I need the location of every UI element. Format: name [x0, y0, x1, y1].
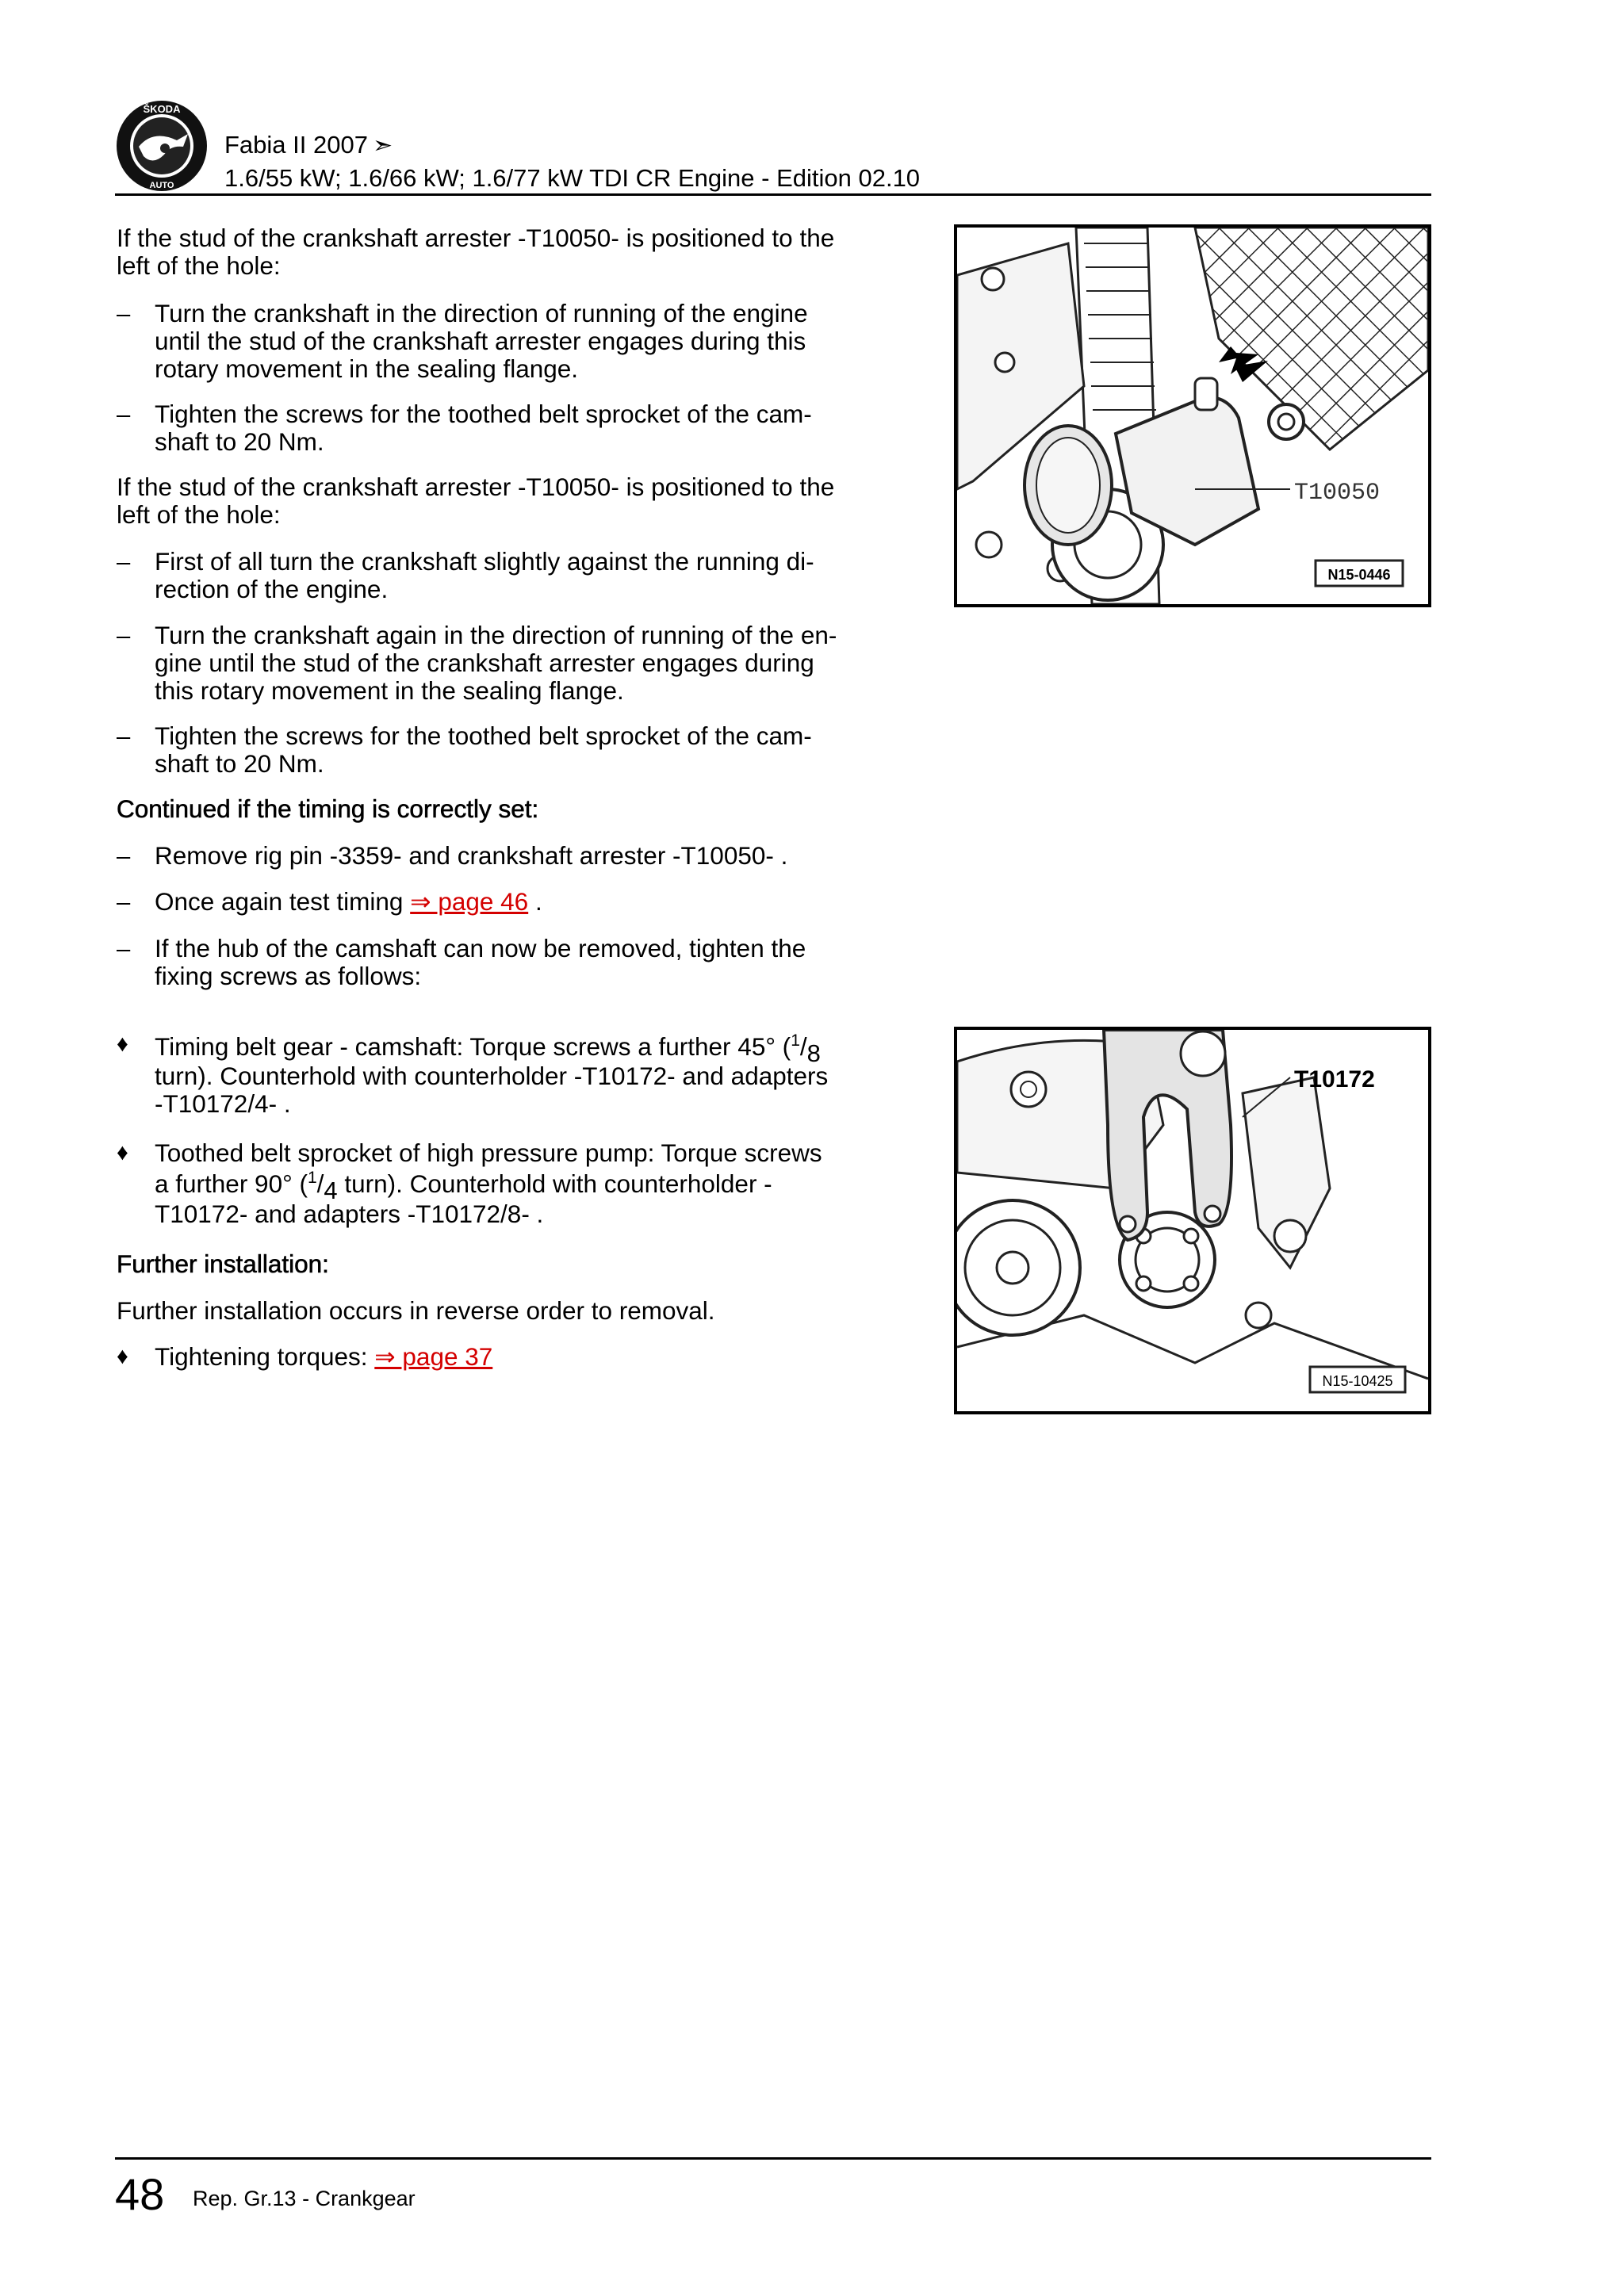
figure-code-1: N15-0446 [1327, 567, 1391, 583]
document-subtitle: 1.6/55 kW; 1.6/66 kW; 1.6/77 kW TDI CR Engine - Edition 02.10 [224, 164, 921, 192]
step-remove-rig-pin: Remove rig pin -3359- and crankshaft arrester -T10050- . [155, 841, 788, 870]
bullet-camshaft-torque: Timing belt gear - camshaft: Torque screws a further 45° ($^1/_8$ turn). Counterhold with counterholder -T10172- and adapters -T10172/4- . [155, 1031, 829, 1118]
title-arrow-icon: ➣ [372, 132, 393, 159]
step-turn-against: First of all turn the crankshaft slightly against the running di- rection of the engine. [155, 547, 814, 603]
dash-marker: – [117, 400, 131, 428]
skoda-logo-icon [115, 99, 209, 193]
title-text: Fabia II 2007 [224, 131, 368, 159]
page-37-link[interactable]: ⇒ page 37 [374, 1342, 493, 1371]
page-number: 48 [115, 2169, 165, 2219]
dash-marker: – [117, 622, 131, 649]
step-tighten-screws-2: Tighten the screws for the toothed belt sprocket of the cam- shaft to 20 Nm. [155, 721, 812, 778]
step-hub-removed: If the hub of the camshaft can now be removed, tighten the fixing screws as follows: [155, 934, 806, 990]
dash-marker: – [117, 842, 131, 870]
footer-section: Rep. Gr.13 - Crankgear [193, 2187, 416, 2210]
dash-marker: – [117, 888, 131, 916]
footer-divider [115, 2157, 1431, 2160]
bullet-pump-torque: Toothed belt sprocket of high pressure pump: Torque screws a further 90° ($^1/_4$ turn). Counterhold with counterholder - T10172- and adapters -T10172/8- . [155, 1138, 822, 1228]
figure-crankshaft-arrester [954, 224, 1431, 607]
heading-further-installation: Further installation: [117, 1249, 329, 1278]
tool-label-t10172: T10172 [1294, 1066, 1375, 1093]
step-tighten-screws: Tighten the screws for the toothed belt sprocket of the cam- shaft to 20 Nm. [155, 400, 812, 456]
diamond-bullet-icon: ♦ [117, 1140, 128, 1165]
step-test-timing: Once again test timing ⇒ page 46 . [155, 887, 542, 916]
figure-code-2: N15-10425 [1322, 1373, 1393, 1389]
heading-continued: Continued if the timing is correctly set: [117, 794, 539, 823]
diamond-bullet-icon: ♦ [117, 1031, 128, 1057]
step-turn-crankshaft: Turn the crankshaft in the direction of running of the engine until the stud of the crankshaft arrester engages during this rotary movement in the sealing flange. [155, 299, 808, 383]
step-turn-again: Turn the crankshaft again in the direction of running of the en- gine until the stud of the crankshaft arrester engages during this rotary movement in the sealing flange. [155, 621, 837, 705]
counterholder-drawing [957, 1030, 1428, 1411]
crankshaft-arrester-drawing [957, 228, 1428, 604]
logo-text-bottom: AUTO [149, 181, 174, 190]
dash-marker: – [117, 722, 131, 750]
logo-text-top: ŠKODA [143, 103, 181, 115]
bullet-tightening-torques: Tightening torques: ⇒ page 37 [155, 1342, 493, 1371]
dash-marker: – [117, 300, 131, 327]
diamond-bullet-icon: ♦ [117, 1344, 128, 1369]
paragraph-condition-2: If the stud of the crankshaft arrester -T10050- is positioned to the left of the hole: [117, 473, 835, 529]
tool-label-t10050: T10050 [1294, 480, 1381, 507]
header-divider [115, 193, 1431, 196]
paragraph-reverse-order: Further installation occurs in reverse order to removal. [117, 1296, 715, 1325]
paragraph-condition-1: If the stud of the crankshaft arrester -T10050- is positioned to the left of the hole: [117, 224, 835, 280]
page-46-link[interactable]: ⇒ page 46 [410, 887, 529, 916]
document-title [224, 130, 393, 161]
dash-marker: – [117, 935, 131, 962]
figure-counterholder [954, 1027, 1431, 1414]
dash-marker: – [117, 548, 131, 576]
